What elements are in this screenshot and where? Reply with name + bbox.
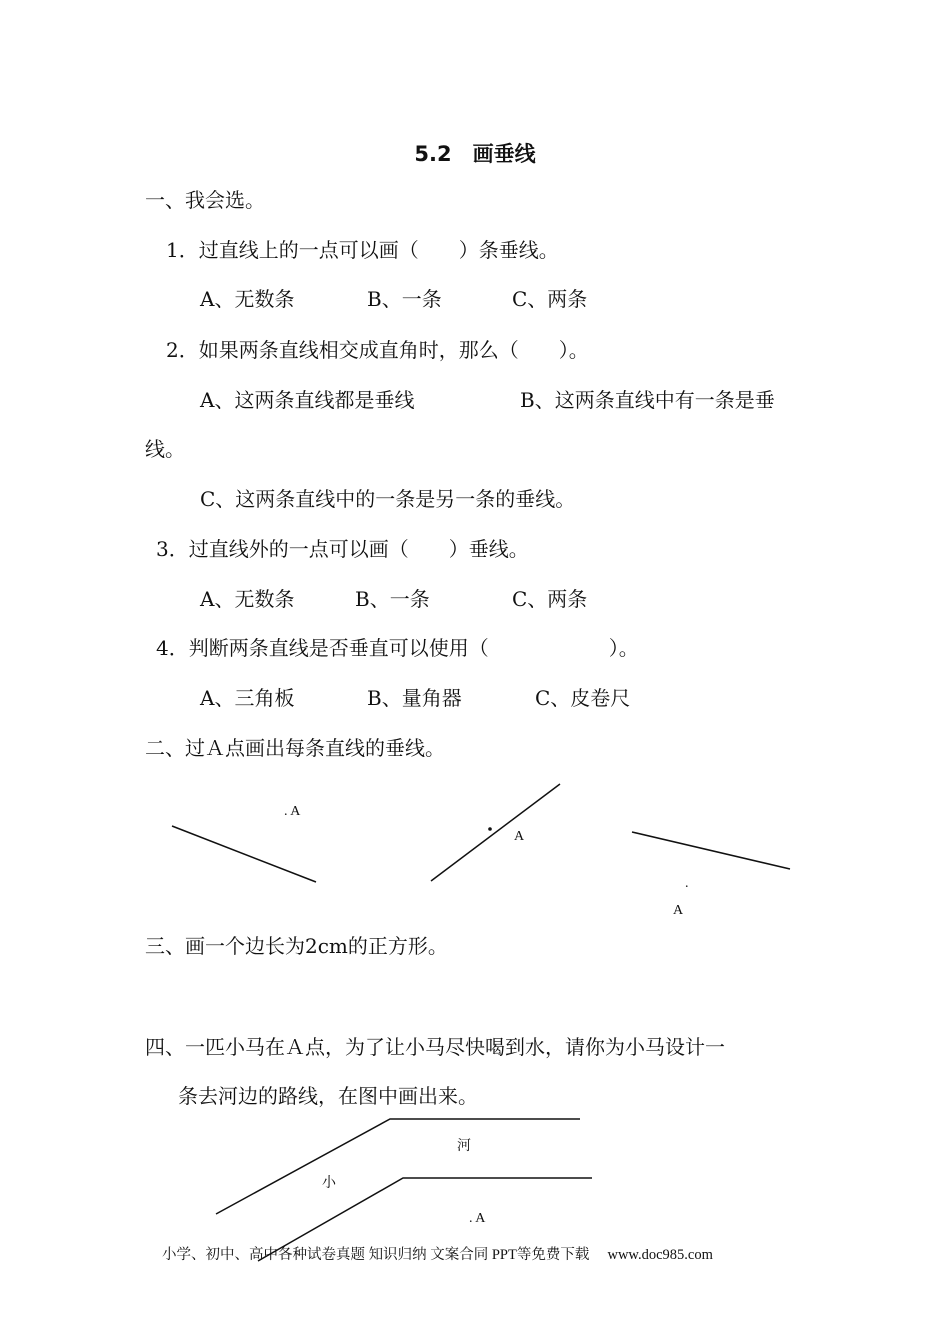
- figure2-line: [431, 784, 560, 881]
- footer-text: 小学、初中、高中各种试卷真题 知识归纳 文案合同 PPT等免费下载 www.doc985.com: [162, 1247, 713, 1263]
- question1-option-a: A、无数条: [200, 287, 295, 311]
- section4-text-line1: 四、一匹小马在Ａ点，为了让小马尽快喝到水，请你为小马设计一: [145, 1035, 725, 1059]
- question2-option-c: C、这两条直线中的一条是另一条的垂线。: [200, 487, 576, 511]
- question4-stem: 4．判断两条直线是否垂直可以使用（ ）。: [156, 636, 639, 660]
- question1-option-b: B、一条: [367, 287, 442, 311]
- question4-option-a: A、三角板: [200, 686, 295, 710]
- question2-stem: 2．如果两条直线相交成直角时，那么（ ）。: [166, 338, 589, 362]
- question3-option-a: A、无数条: [200, 587, 295, 611]
- question4-option-b: B、量角器: [367, 686, 462, 710]
- section4-text-line2: 条去河边的路线，在图中画出来。: [178, 1084, 478, 1108]
- figure3-point-dot: .: [685, 876, 689, 891]
- figure3-point-label: A: [673, 903, 684, 918]
- pony-label: 小: [322, 1176, 336, 1191]
- section1-heading: 一、我会选。: [145, 188, 265, 212]
- river-label: 河: [457, 1139, 471, 1154]
- river-upper-bank: [216, 1119, 580, 1214]
- figure3-line: [632, 832, 790, 869]
- question2-option-b: B、这两条直线中有一条是垂: [520, 388, 775, 412]
- figure2-point: [488, 827, 492, 831]
- figure1-point-label: . A: [284, 804, 301, 819]
- pony-point-label: . A: [469, 1211, 486, 1226]
- question3-stem: 3．过直线外的一点可以画（ ）垂线。: [156, 537, 529, 561]
- question3-option-b: B、一条: [355, 587, 430, 611]
- section3-heading: 三、画一个边长为2cm的正方形。: [145, 934, 448, 958]
- question1-stem: 1．过直线上的一点可以画（ ）条垂线。: [166, 238, 559, 262]
- figure2-point-label: A: [514, 829, 525, 844]
- question2-option-b-continued: 线。: [145, 437, 185, 461]
- page-title: 5.2 画垂线: [414, 142, 536, 166]
- figure1-line: [172, 826, 316, 882]
- question2-option-a: A、这两条直线都是垂线: [200, 388, 415, 412]
- question3-option-c: C、两条: [512, 587, 588, 611]
- question4-option-c: C、皮卷尺: [535, 686, 631, 710]
- section2-heading: 二、过Ａ点画出每条直线的垂线。: [145, 736, 445, 760]
- question1-option-c: C、两条: [512, 287, 588, 311]
